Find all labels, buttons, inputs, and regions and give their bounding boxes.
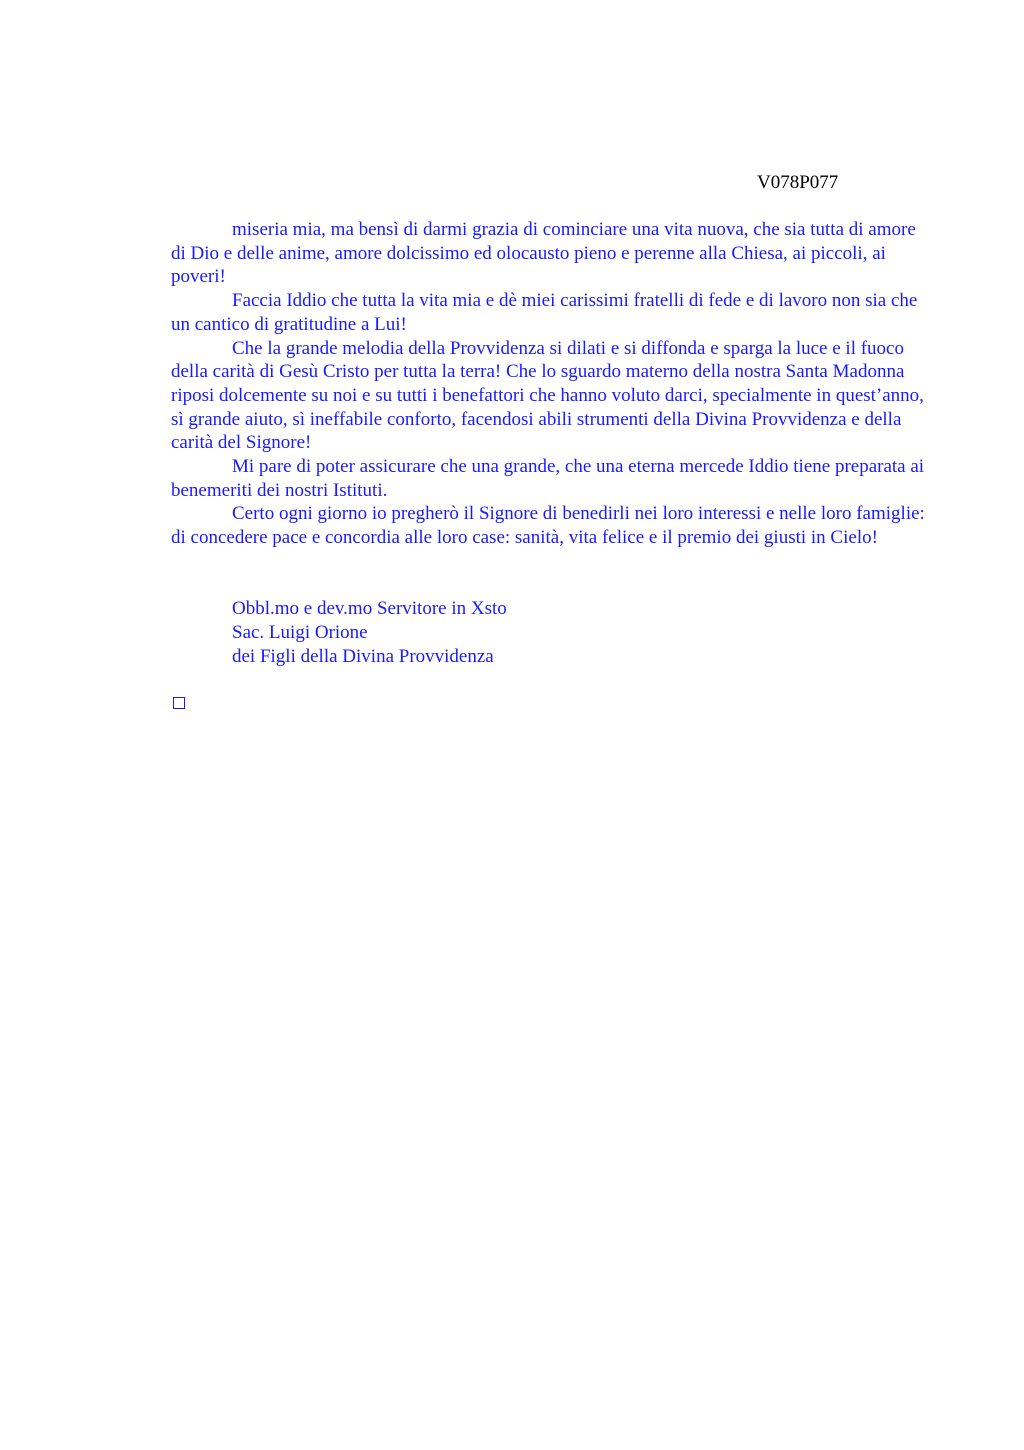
letter-body bbox=[171, 218, 931, 550]
paragraph: miseria mia, ma bensì di darmi grazia di cominciare una vita nuova, che sia tutta di amore di Dio e delle anime, amore dolcissimo ed olocausto pieno e perenne alla Chiesa, ai piccoli, ai poveri! bbox=[171, 219, 916, 288]
paragraph: Mi pare di poter assicurare che una grande, che una eterna mercede Iddio tiene preparata ai benemeriti dei nostri Istituti. bbox=[171, 456, 925, 501]
page-identifier: V078P077 bbox=[757, 172, 839, 193]
signature-closing: Obbl.mo e dev.mo Servitore in Xsto bbox=[232, 598, 507, 619]
signature-name: Sac. Luigi Orione bbox=[232, 622, 368, 643]
end-of-document-square-icon bbox=[173, 697, 185, 709]
paragraph: Che la grande melodia della Provvidenza si dilati e si diffonda e sparga la luce e il fuoco della carità di Gesù Cristo per tutta la terra! Che lo sguardo materno della nostra Santa Madonna riposi dolcemente su noi e su tutti i benefattori che hanno voluto darci, specialmente in quest’anno, sì grande aiuto, sì ineffabile conforto, facendosi abili strumenti della Divina Provvidenza e della carità del Signore! bbox=[171, 337, 924, 454]
signature-block bbox=[232, 597, 507, 669]
paragraph: Faccia Iddio che tutta la vita mia e dè miei carissimi fratelli di fede e di lavoro non sia che un cantico di gratitudine a Lui! bbox=[171, 290, 918, 335]
signature-congregation: dei Figli della Divina Provvidenza bbox=[232, 646, 494, 667]
paragraph: Certo ogni giorno io pregherò il Signore di benedirli nei loro interessi e nelle loro famiglie: di concedere pace e concordia alle loro case: sanità, vita felice e il premio dei giusti in Cielo! bbox=[171, 503, 925, 549]
